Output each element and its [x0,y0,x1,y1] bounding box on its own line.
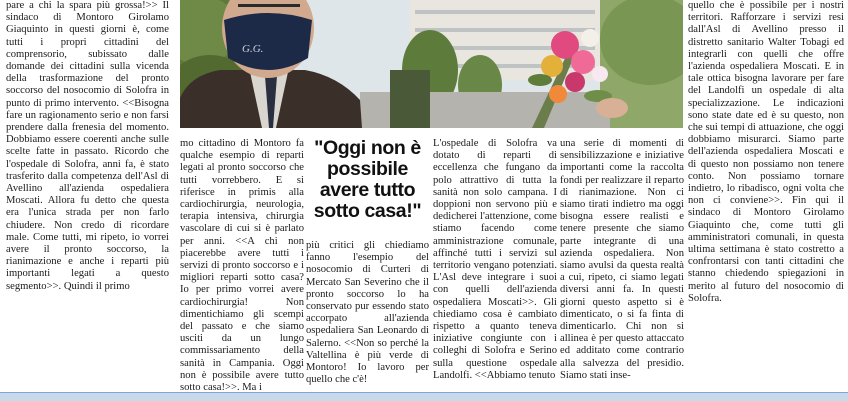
article-column-5: una serie di momenti di sensibilizzazione e iniziative importanti come la raccolta fondi per realizzare il reparto di rianimazione. Non ci siamo tirati indietro ma oggi bisogna essere realisti e tenere presente che siamo parte integrante di una azienda ospedaliera. Non siamo avulsi da questa realtà a cui, ripeto, ci siamo legati diversi anni fa. In questi giorni questo aspetto si è dimenticato, o si fa finta di dimenticarlo. Chi non si allinea è per questo attaccato ed additato come contrario alla salvezza del presidio. Siamo stati inse- [560,138,684,381]
article-column-1: pare a chi la spara più grossa!>> Il sindaco di Montoro Girolamo Giaquinto in questi giorni è, come tutti i propri cittadini del comprensorio, subissato dalle domande dei cittadini sulla vicenda della trasformazione del pronto soccorso del nosocomio di Solofra in punto di primo intervento. <<Bisogna fare un ragionamento serio e non farsi prendere dalla frenesia del momento. Dobbiamo essere coerenti anche sulle scelte fatte in passato. Ricordo che l'ospedale di Solofra, anni fa, è stato trasferito dalla competenza dell'Asl di Avellino all'azienda ospedaliera Moscati. Allora fu detto che questa era l'unica strada per non farlo chiudere. Non credo di ricordare male. Come tutti, mi ripeto, io vorrei avere il pronto soccorso, la rianimazione e anche i reparti più importanti legati a questo segmento>>. Quindi il primo [6,0,169,292]
mask-initials: G.G. [242,43,264,55]
article-photo [180,0,683,128]
article-column-2: mo cittadino di Montoro fa qualche esempio di reparti legati al pronto soccorso che tutti vorrebbero. E si riferisce in primis alla cardiochirurgia, neurologia, terapia intensiva, chirurgia vascolare di cui si è parlato per anni. <<A chi non piacerebbe avere tutti i servizi di pronto soccorso e i migliori reparti sotto casa? Io per primo vorrei avere cardiochirurgia! Non dimentichiamo gli scempi del passato e che siamo usciti da un lungo commissariamento della sanità in Campania. Oggi non è possibile avere tutto sotto casa!>>. Ma i [180,138,304,392]
article-column-6: quello che è possibile per i nostri territori. Rafforzare i servizi resi dall'Asl di Avellino presso il distretto sanitario Walter Tobagi ed integrarli con quelli che offre l'azienda ospedaliera Moscati. E in tale ottica bisogna lavorare per fare del Landolfi un ospedale di alta specializzazione. Le indicazioni sono state date ed è su questo, non che sui tempi di attuazione, che oggi dobbiamo misurarci. Siamo parte dell'azienda ospedaliera Moscati e di questo non possiamo non tenere conto. Non possiamo tornare indietro, lo ribadisco, ogni volta che non ci conviene>>. Fin qui il sindaco di Montoro Girolamo Giaquinto che, come tutti gli amministratori comunali, in questa ultima settimana è stato costretto a confrontarsi con tanti cittadini che stanno chiedendo spiegazioni in merito al futuro del nosocomio di Solofra. [688,0,844,304]
article-column-4: L'ospedale di Solofra va dotato di reparti di eccellenza che fungano da polo attrattivo di tutta la sanità non solo campana. I doppioni non servono più e dedicherei l'attenzione, come stiamo facendo come amministrazione comunale, affinché tutti i servizi sul territorio vengano potenziati. L'Asl deve integrare i suoi con quelli dell'azienda ospedaliera Moscati>>. Gli chiediamo cosa è cambiato rispetto a quanto teneva iniziative congiunte con i colleghi di Solofra e Serino sulla questione ospedale Landolfi. <<Abbiamo tenuto [433,138,557,381]
headline: "Oggi non è possibile avere tutto sotto casa!" [313,137,422,222]
article-column-3: più critici gli chiediamo fanno l'esempio del nosocomio di Curteri di Mercato San Severino che il pronto soccorso lo ha conservato pur essendo stato accorpato all'azienda ospedaliera San Leonardo di Salerno. <<Non so perché la Valtellina è più verde di Montoro! Io lavoro per quello che c'è! [306,240,429,386]
